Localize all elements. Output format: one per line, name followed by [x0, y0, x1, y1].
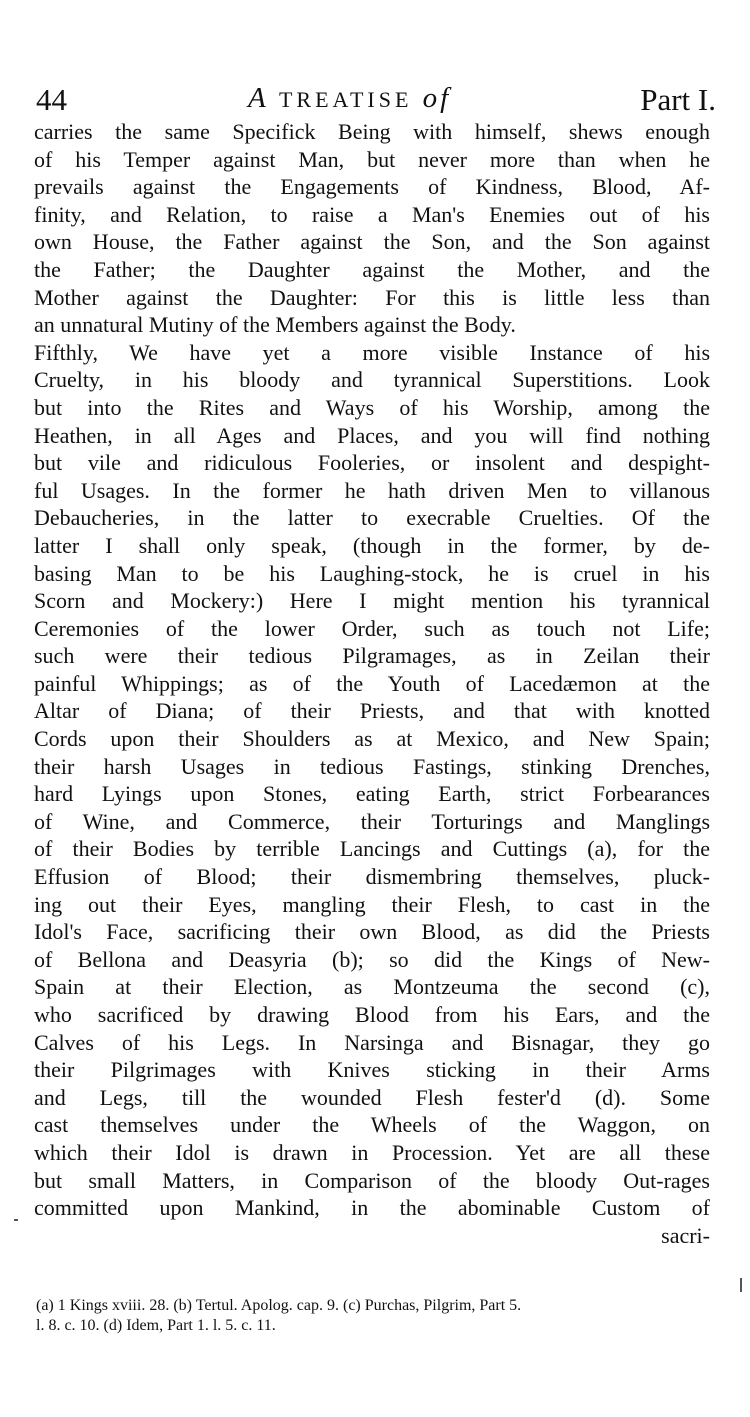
- page-edge-mark: [740, 1278, 742, 1292]
- text-line: Fifthly, We have yet a more visible Instance of his: [34, 339, 710, 365]
- text-line: of Bellona and Deasyria (b); so did the Kings of New-: [34, 946, 710, 972]
- text-line: painful Whippings; as of the Youth of Lacedæmon at the: [34, 670, 710, 696]
- text-line: Cruelty, in his bloody and tyrannical Superstitions. Look: [34, 367, 710, 393]
- running-title-of: of: [422, 82, 452, 114]
- text-line: but vile and ridiculous Fooleries, or insolent and despight-: [34, 450, 710, 476]
- text-line: Scorn and Mockery:) Here I might mention his tyrannical: [34, 588, 710, 614]
- text-line: hard Lyings upon Stones, eating Earth, strict Forbearances: [34, 781, 710, 807]
- text-line: Spain at their Election, as Montzeuma the second (c),: [34, 974, 710, 1000]
- text-line: carries the same Specifick Being with himself, shews enough: [34, 119, 710, 144]
- text-line: Heathen, in all Ages and Places, and you will find nothing: [34, 422, 710, 448]
- text-line: cast themselves under the Wheels of the Waggon, on: [34, 1112, 710, 1138]
- text-line: finity, and Relation, to raise a Man's Enemies out of his: [34, 201, 710, 227]
- text-line: prevails against the Engagements of Kindness, Blood, Af-: [34, 174, 710, 200]
- text-line: ful Usages. In the former he hath driven Men to villanous: [34, 477, 710, 503]
- text-line: of their Bodies by terrible Lancings and Cuttings (a), for the: [34, 836, 710, 862]
- footnote-line: l. 8. c. 10. (d) Idem, Part 1. l. 5. c. 11.: [36, 1317, 276, 1334]
- running-title: [248, 82, 451, 115]
- text-line: who sacrificed by drawing Blood from his Ears, and the: [34, 1002, 710, 1027]
- text-line: an unnatural Mutiny of the Members against the Body.: [34, 312, 516, 338]
- text-line: sacri-: [661, 1222, 710, 1248]
- text-line: Ceremonies of the lower Order, such as touch not Life;: [34, 615, 710, 641]
- text-line: of his Temper against Man, but never more than when he: [34, 146, 710, 172]
- text-line: Debaucheries, in the latter to execrable Cruelties. Of the: [34, 505, 710, 531]
- text-line: ing out their Eyes, mangling their Flesh, to cast in the: [34, 891, 710, 917]
- text-line: which their Idol is drawn in Procession. Yet are all these: [34, 1139, 710, 1165]
- text-line: but into the Rites and Ways of his Worship, among the: [34, 394, 710, 420]
- margin-speck: [14, 1219, 18, 1221]
- running-title-article: A: [248, 82, 269, 114]
- text-line: Cords upon their Shoulders as at Mexico, and New Spain;: [34, 726, 710, 752]
- text-line: latter I shall only speak, (though in the former, by de-: [34, 532, 710, 558]
- part-label: Part I.: [640, 82, 716, 117]
- footnotes: [36, 1296, 716, 1336]
- text-line: Calves of his Legs. In Narsinga and Bisnagar, they go: [34, 1029, 710, 1055]
- text-line: own House, the Father against the Son, and the Son against: [34, 229, 710, 255]
- text-line: committed upon Mankind, in the abominable Custom of: [34, 1195, 710, 1221]
- text-line: Idol's Face, sacrificing their own Blood, as did the Priests: [34, 919, 710, 945]
- text-line: Effusion of Blood; their dismembring themselves, pluck-: [34, 864, 710, 890]
- text-line: of Wine, and Commerce, their Torturings and Manglings: [34, 808, 710, 834]
- text-line: and Legs, till the wounded Flesh fester'd (d). Some: [34, 1084, 710, 1110]
- page-number: 44: [36, 82, 67, 117]
- text-line: such were their tedious Pilgramages, as in Zeilan their: [34, 643, 710, 669]
- text-line: Mother against the Daughter: For this is little less than: [34, 284, 710, 310]
- footnote-line: (a) 1 Kings xviii. 28. (b) Tertul. Apolog. cap. 9. (c) Purchas, Pilgrim, Part 5.: [36, 1297, 522, 1314]
- running-title-word: TREATISE: [278, 87, 413, 112]
- running-header: [36, 82, 716, 122]
- text-line: their harsh Usages in tedious Fastings, stinking Drenches,: [34, 753, 710, 779]
- body-text: [34, 118, 710, 1249]
- text-line: the Father; the Daughter against the Mother, and the: [34, 256, 710, 282]
- text-line: Altar of Diana; of their Priests, and that with knotted: [34, 698, 710, 724]
- text-line: basing Man to be his Laughing-stock, he is cruel in his: [34, 560, 710, 586]
- text-line: but small Matters, in Comparison of the bloody Out-rages: [34, 1167, 710, 1193]
- text-line: their Pilgrimages with Knives sticking in their Arms: [34, 1057, 710, 1083]
